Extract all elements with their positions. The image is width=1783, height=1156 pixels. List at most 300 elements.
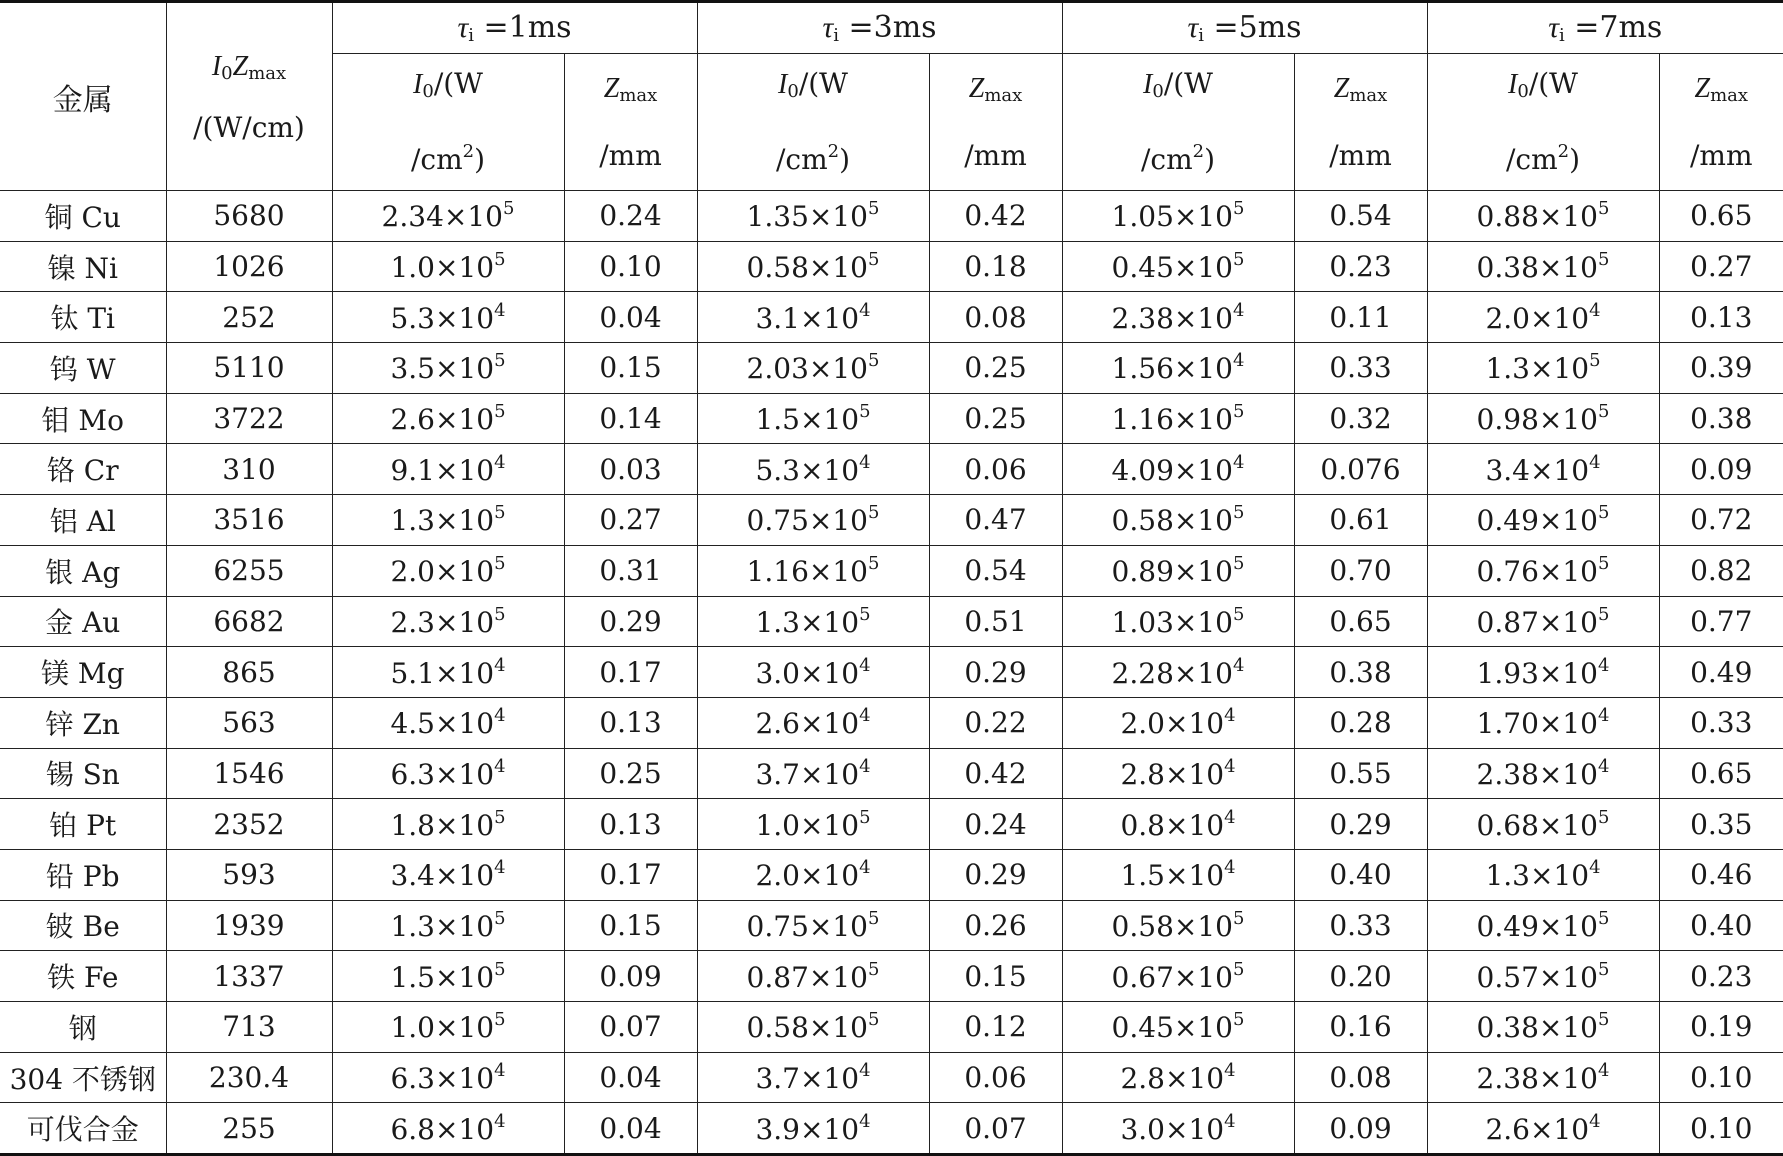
cell-i0 — [332, 1002, 564, 1053]
cell-zmax: 0.54 — [929, 545, 1062, 596]
cell-zmax: 0.51 — [929, 596, 1062, 647]
header-product-Z-sub: max — [248, 63, 286, 84]
cell-i0 — [1427, 393, 1659, 444]
cell-i0-mantissa: 2.8×10 — [1120, 1062, 1224, 1095]
cell-metal: 铬 Cr — [0, 444, 166, 495]
table-row — [0, 1002, 1783, 1053]
cell-i0-exponent: 5 — [868, 1009, 879, 1030]
header-i0-line1 — [1063, 54, 1294, 122]
cell-i0-exponent: 5 — [1233, 908, 1244, 929]
header-zmax-sub: max — [619, 85, 657, 106]
header-i0-line2 — [698, 122, 929, 190]
cell-zmax: 0.42 — [929, 191, 1062, 242]
cell-zmax: 0.12 — [929, 1002, 1062, 1053]
cell-i0-mantissa: 5.1×10 — [390, 657, 494, 690]
cell-product: 593 — [166, 849, 332, 900]
cell-product: 6682 — [166, 596, 332, 647]
cell-i0 — [1427, 292, 1659, 343]
header-zmax-sub: max — [1349, 85, 1387, 106]
cell-i0-mantissa: 1.3×10 — [1485, 352, 1589, 385]
cell-zmax: 0.82 — [1659, 545, 1783, 596]
cell-product: 3516 — [166, 495, 332, 546]
cell-i0-mantissa: 1.0×10 — [755, 809, 859, 842]
header-zmax-unit: /mm — [1660, 126, 1783, 186]
cell-i0-exponent: 5 — [1598, 249, 1609, 270]
cell-i0-mantissa: 1.3×10 — [1485, 859, 1589, 892]
cell-i0 — [332, 799, 564, 850]
cell-product: 1337 — [166, 951, 332, 1002]
header-i0-unit: /cm — [776, 143, 828, 176]
cell-i0 — [697, 191, 929, 242]
header-tau-value: =7ms — [1565, 10, 1663, 45]
cell-metal: 铍 Be — [0, 900, 166, 951]
cell-zmax: 0.70 — [1294, 545, 1427, 596]
cell-metal: 铝 Al — [0, 495, 166, 546]
cell-zmax: 0.65 — [1659, 191, 1783, 242]
cell-zmax: 0.38 — [1294, 647, 1427, 698]
cell-product: 6255 — [166, 545, 332, 596]
cell-i0 — [332, 545, 564, 596]
cell-i0-mantissa: 2.0×10 — [755, 859, 859, 892]
table-row — [0, 697, 1783, 748]
header-i0-sub: 0 — [422, 81, 433, 102]
header-i0-exp: 2 — [1193, 141, 1204, 162]
cell-i0-exponent: 4 — [494, 756, 505, 777]
cell-i0-exponent: 4 — [1589, 452, 1600, 473]
header-zmax-Z: Z — [1334, 73, 1350, 104]
cell-i0-mantissa: 1.16×10 — [1112, 403, 1233, 436]
cell-metal: 可伐合金 — [0, 1103, 166, 1155]
cell-i0 — [332, 1052, 564, 1103]
cell-i0-mantissa: 0.87×10 — [747, 961, 868, 994]
cell-i0 — [332, 900, 564, 951]
cell-i0-exponent: 5 — [868, 198, 879, 219]
cell-zmax: 0.29 — [564, 596, 697, 647]
cell-i0-mantissa: 0.75×10 — [747, 910, 868, 943]
cell-i0 — [1427, 799, 1659, 850]
cell-i0 — [332, 647, 564, 698]
cell-metal: 银 Ag — [0, 545, 166, 596]
cell-i0 — [697, 393, 929, 444]
cell-zmax: 0.25 — [929, 393, 1062, 444]
cell-metal: 镁 Mg — [0, 647, 166, 698]
cell-product: 5110 — [166, 343, 332, 394]
table-row — [0, 799, 1783, 850]
cell-i0 — [1427, 444, 1659, 495]
cell-i0-exponent: 5 — [1598, 959, 1609, 980]
header-product-I: I — [212, 51, 221, 82]
cell-i0-mantissa: 3.5×10 — [390, 352, 494, 385]
cell-i0-mantissa: 1.3×10 — [390, 504, 494, 537]
cell-zmax: 0.10 — [1659, 1103, 1783, 1155]
header-i0-label — [1427, 54, 1659, 191]
cell-i0-exponent: 4 — [1224, 807, 1235, 828]
cell-zmax: 0.04 — [564, 1052, 697, 1103]
cell-i0-exponent: 4 — [1224, 705, 1235, 726]
cell-i0 — [1427, 545, 1659, 596]
cell-i0-mantissa: 3.7×10 — [755, 1062, 859, 1095]
cell-i0-mantissa: 0.38×10 — [1477, 1011, 1598, 1044]
header-product-line1 — [167, 39, 332, 101]
cell-metal: 锌 Zn — [0, 697, 166, 748]
header-zmax-line1 — [1660, 58, 1783, 126]
cell-zmax: 0.65 — [1659, 748, 1783, 799]
cell-i0-exponent: 4 — [1233, 350, 1244, 371]
header-row-tau — [0, 2, 1783, 54]
cell-i0-exponent: 5 — [1598, 807, 1609, 828]
header-tau-value: =1ms — [474, 10, 572, 45]
cell-i0 — [697, 697, 929, 748]
header-zmax-label — [564, 54, 697, 191]
header-zmax-Z: Z — [1694, 73, 1710, 104]
cell-i0-mantissa: 2.6×10 — [1485, 1113, 1589, 1146]
cell-i0-exponent: 5 — [1598, 502, 1609, 523]
cell-zmax: 0.10 — [1659, 1052, 1783, 1103]
header-zmax-unit: /mm — [930, 126, 1062, 186]
cell-zmax: 0.14 — [564, 393, 697, 444]
cell-i0 — [1062, 1052, 1294, 1103]
cell-i0-exponent: 4 — [859, 857, 870, 878]
cell-i0-mantissa: 0.68×10 — [1477, 809, 1598, 842]
header-zmax-Z: Z — [604, 73, 620, 104]
header-tau-symbol: τ — [1548, 11, 1559, 44]
cell-i0-exponent: 5 — [494, 1009, 505, 1030]
cell-i0-exponent: 5 — [494, 401, 505, 422]
header-i0-exp: 2 — [463, 141, 474, 162]
header-i0-line2 — [333, 122, 564, 190]
header-i0-I: I — [1508, 69, 1517, 100]
cell-zmax: 0.55 — [1294, 748, 1427, 799]
header-zmax-sub: max — [1710, 85, 1748, 106]
cell-i0-mantissa: 0.49×10 — [1477, 504, 1598, 537]
cell-i0-mantissa: 3.0×10 — [1120, 1113, 1224, 1146]
cell-zmax: 0.61 — [1294, 495, 1427, 546]
header-i0-I: I — [1143, 69, 1152, 100]
cell-i0-mantissa: 0.87×10 — [1477, 606, 1598, 639]
cell-zmax: 0.16 — [1294, 1002, 1427, 1053]
cell-i0 — [1427, 596, 1659, 647]
header-i0-close: ) — [839, 143, 850, 176]
cell-i0 — [1062, 191, 1294, 242]
cell-zmax: 0.26 — [929, 900, 1062, 951]
cell-i0-mantissa: 2.6×10 — [755, 707, 859, 740]
header-tau-sub: i — [468, 25, 474, 46]
cell-zmax: 0.04 — [564, 292, 697, 343]
cell-i0-exponent: 4 — [1589, 857, 1600, 878]
cell-metal: 304 不锈钢 — [0, 1052, 166, 1103]
cell-zmax: 0.31 — [564, 545, 697, 596]
cell-i0-exponent: 5 — [494, 604, 505, 625]
table-row — [0, 191, 1783, 242]
cell-i0-exponent: 4 — [1224, 857, 1235, 878]
cell-i0 — [332, 697, 564, 748]
cell-i0-mantissa: 1.93×10 — [1477, 657, 1598, 690]
cell-zmax: 0.39 — [1659, 343, 1783, 394]
cell-i0-exponent: 4 — [1598, 756, 1609, 777]
cell-i0-mantissa: 1.5×10 — [390, 961, 494, 994]
table-row — [0, 647, 1783, 698]
cell-i0-mantissa: 1.35×10 — [747, 200, 868, 233]
cell-i0-exponent: 4 — [859, 452, 870, 473]
cell-i0 — [697, 343, 929, 394]
header-zmax-Z: Z — [969, 73, 985, 104]
cell-i0-mantissa: 5.3×10 — [755, 454, 859, 487]
cell-i0 — [697, 951, 929, 1002]
cell-i0-mantissa: 0.58×10 — [1112, 910, 1233, 943]
header-tau-value: =5ms — [1204, 10, 1302, 45]
cell-zmax: 0.10 — [564, 241, 697, 292]
cell-product: 865 — [166, 647, 332, 698]
header-i0-close: ) — [1204, 143, 1215, 176]
cell-i0-mantissa: 2.38×10 — [1477, 758, 1598, 791]
cell-i0 — [332, 343, 564, 394]
cell-i0-exponent: 5 — [1233, 249, 1244, 270]
cell-product: 3722 — [166, 393, 332, 444]
table-row — [0, 596, 1783, 647]
cell-i0 — [1062, 799, 1294, 850]
cell-i0-exponent: 5 — [868, 553, 879, 574]
cell-zmax: 0.07 — [564, 1002, 697, 1053]
cell-zmax: 0.29 — [929, 849, 1062, 900]
cell-i0 — [332, 292, 564, 343]
cell-i0 — [1062, 596, 1294, 647]
cell-i0 — [1062, 241, 1294, 292]
cell-i0 — [1062, 292, 1294, 343]
cell-zmax: 0.49 — [1659, 647, 1783, 698]
cell-i0-exponent: 5 — [494, 959, 505, 980]
cell-i0 — [1062, 545, 1294, 596]
cell-i0-mantissa: 4.09×10 — [1112, 454, 1233, 487]
header-i0-I: I — [413, 69, 422, 100]
header-metal — [0, 2, 166, 191]
cell-i0 — [1427, 1103, 1659, 1155]
cell-i0 — [697, 596, 929, 647]
cell-i0-exponent: 5 — [859, 604, 870, 625]
cell-zmax: 0.77 — [1659, 596, 1783, 647]
cell-i0-mantissa: 0.67×10 — [1112, 961, 1233, 994]
cell-i0-mantissa: 0.76×10 — [1477, 555, 1598, 588]
cell-zmax: 0.09 — [1659, 444, 1783, 495]
cell-zmax: 0.38 — [1659, 393, 1783, 444]
cell-zmax: 0.08 — [929, 292, 1062, 343]
header-tau-symbol: τ — [457, 11, 468, 44]
cell-i0-exponent: 4 — [1224, 1111, 1235, 1132]
table-row — [0, 900, 1783, 951]
cell-i0-exponent: 5 — [1598, 604, 1609, 625]
cell-i0-mantissa: 1.8×10 — [390, 809, 494, 842]
header-i0-rest: /(W — [799, 67, 848, 100]
cell-i0-exponent: 5 — [868, 959, 879, 980]
cell-i0-mantissa: 0.45×10 — [1112, 1011, 1233, 1044]
cell-zmax: 0.09 — [1294, 1103, 1427, 1155]
header-product-I-sub: 0 — [221, 63, 232, 84]
cell-zmax: 0.09 — [564, 951, 697, 1002]
cell-i0 — [332, 849, 564, 900]
cell-i0-exponent: 5 — [494, 908, 505, 929]
cell-i0 — [332, 495, 564, 546]
cell-i0-mantissa: 3.0×10 — [755, 657, 859, 690]
cell-i0 — [332, 748, 564, 799]
cell-i0 — [1062, 748, 1294, 799]
cell-i0-exponent: 5 — [1233, 198, 1244, 219]
header-product-line2: /(W/cm) — [167, 101, 332, 155]
cell-zmax: 0.08 — [1294, 1052, 1427, 1103]
cell-i0-mantissa: 0.58×10 — [747, 1011, 868, 1044]
cell-i0 — [1427, 748, 1659, 799]
cell-zmax: 0.13 — [564, 799, 697, 850]
cell-product: 563 — [166, 697, 332, 748]
header-i0-rest: /(W — [1164, 67, 1213, 100]
cell-i0 — [1062, 343, 1294, 394]
cell-i0-exponent: 4 — [1598, 705, 1609, 726]
cell-i0 — [1062, 647, 1294, 698]
cell-i0-mantissa: 6.3×10 — [390, 1062, 494, 1095]
cell-zmax: 0.40 — [1294, 849, 1427, 900]
cell-i0-mantissa: 2.0×10 — [1120, 707, 1224, 740]
header-i0-unit: /cm — [1141, 143, 1193, 176]
cell-zmax: 0.33 — [1294, 900, 1427, 951]
header-zmax-unit: /mm — [565, 126, 697, 186]
header-tau-sub: i — [1559, 25, 1565, 46]
header-i0-close: ) — [1569, 143, 1580, 176]
cell-product: 1546 — [166, 748, 332, 799]
cell-i0 — [697, 545, 929, 596]
cell-i0-exponent: 5 — [859, 807, 870, 828]
cell-i0 — [1427, 849, 1659, 900]
cell-product: 255 — [166, 1103, 332, 1155]
cell-i0 — [332, 951, 564, 1002]
cell-i0-mantissa: 3.1×10 — [755, 302, 859, 335]
header-i0-exp: 2 — [1558, 141, 1569, 162]
cell-i0-mantissa: 3.4×10 — [390, 859, 494, 892]
cell-i0-mantissa: 6.3×10 — [390, 758, 494, 791]
cell-i0 — [1427, 1052, 1659, 1103]
cell-i0-mantissa: 1.5×10 — [755, 403, 859, 436]
cell-i0-exponent: 4 — [1589, 1111, 1600, 1132]
cell-zmax: 0.23 — [1659, 951, 1783, 1002]
cell-i0-exponent: 5 — [1598, 1009, 1609, 1030]
header-zmax-line1 — [1295, 58, 1427, 126]
cell-i0-exponent: 5 — [494, 249, 505, 270]
cell-metal: 镍 Ni — [0, 241, 166, 292]
cell-i0-mantissa: 0.58×10 — [1112, 504, 1233, 537]
table-row — [0, 393, 1783, 444]
cell-i0 — [1062, 697, 1294, 748]
cell-product: 230.4 — [166, 1052, 332, 1103]
cell-product: 2352 — [166, 799, 332, 850]
cell-zmax: 0.15 — [564, 343, 697, 394]
cell-i0 — [1427, 241, 1659, 292]
cell-zmax: 0.72 — [1659, 495, 1783, 546]
cell-i0-exponent: 5 — [494, 502, 505, 523]
header-i0-sub: 0 — [1517, 81, 1528, 102]
cell-zmax: 0.13 — [564, 697, 697, 748]
cell-i0-exponent: 4 — [494, 655, 505, 676]
cell-i0 — [1062, 849, 1294, 900]
cell-zmax: 0.25 — [929, 343, 1062, 394]
header-i0-line1 — [698, 54, 929, 122]
cell-i0-exponent: 4 — [494, 857, 505, 878]
header-i0-sub: 0 — [1152, 81, 1163, 102]
cell-metal: 铜 Cu — [0, 191, 166, 242]
cell-zmax: 0.20 — [1294, 951, 1427, 1002]
cell-zmax: 0.47 — [929, 495, 1062, 546]
cell-metal: 铅 Pb — [0, 849, 166, 900]
cell-i0-exponent: 5 — [494, 553, 505, 574]
cell-i0 — [697, 1002, 929, 1053]
header-tau-symbol: τ — [822, 11, 833, 44]
cell-i0-mantissa: 2.34×10 — [382, 200, 503, 233]
cell-i0-exponent: 4 — [1224, 1060, 1235, 1081]
cell-zmax: 0.19 — [1659, 1002, 1783, 1053]
cell-zmax: 0.40 — [1659, 900, 1783, 951]
cell-i0-exponent: 4 — [1233, 452, 1244, 473]
header-i0-line2 — [1063, 122, 1294, 190]
cell-zmax: 0.27 — [1659, 241, 1783, 292]
cell-i0-mantissa: 2.38×10 — [1477, 1062, 1598, 1095]
cell-metal: 钛 Ti — [0, 292, 166, 343]
cell-i0-exponent: 4 — [494, 705, 505, 726]
table-row — [0, 748, 1783, 799]
cell-zmax: 0.54 — [1294, 191, 1427, 242]
cell-i0-exponent: 4 — [1598, 655, 1609, 676]
cell-i0-exponent: 4 — [859, 1060, 870, 1081]
header-zmax-label — [929, 54, 1062, 191]
cell-i0-mantissa: 6.8×10 — [390, 1113, 494, 1146]
cell-i0 — [697, 748, 929, 799]
cell-zmax: 0.11 — [1294, 292, 1427, 343]
table-row — [0, 1103, 1783, 1155]
header-product-Z: Z — [233, 51, 249, 82]
cell-i0 — [332, 393, 564, 444]
cell-i0 — [1062, 900, 1294, 951]
cell-i0 — [697, 799, 929, 850]
cell-zmax: 0.25 — [564, 748, 697, 799]
cell-i0-mantissa: 0.88×10 — [1477, 200, 1598, 233]
cell-i0-mantissa: 9.1×10 — [390, 454, 494, 487]
cell-i0-exponent: 5 — [1598, 401, 1609, 422]
header-i0-line2 — [1428, 122, 1659, 190]
cell-i0-mantissa: 0.89×10 — [1112, 555, 1233, 588]
cell-i0-mantissa: 5.3×10 — [390, 302, 494, 335]
cell-i0-mantissa: 0.49×10 — [1477, 910, 1598, 943]
header-tau-5ms — [1062, 2, 1427, 54]
cell-metal: 锡 Sn — [0, 748, 166, 799]
header-i0-label — [332, 54, 564, 191]
cell-i0 — [697, 292, 929, 343]
cell-i0-mantissa: 2.8×10 — [1120, 758, 1224, 791]
cell-i0-exponent: 5 — [868, 350, 879, 371]
cell-i0-mantissa: 2.28×10 — [1112, 657, 1233, 690]
header-zmax-sub: max — [984, 85, 1022, 106]
cell-zmax: 0.18 — [929, 241, 1062, 292]
cell-metal: 钢 — [0, 1002, 166, 1053]
cell-zmax: 0.24 — [929, 799, 1062, 850]
cell-zmax: 0.24 — [564, 191, 697, 242]
header-tau-1ms — [332, 2, 697, 54]
cell-metal: 钼 Mo — [0, 393, 166, 444]
cell-i0-exponent: 4 — [859, 1111, 870, 1132]
cell-zmax: 0.13 — [1659, 292, 1783, 343]
cell-i0-exponent: 4 — [859, 756, 870, 777]
cell-i0-exponent: 4 — [494, 300, 505, 321]
cell-i0 — [1427, 951, 1659, 1002]
cell-i0-mantissa: 4.5×10 — [390, 707, 494, 740]
cell-i0-exponent: 5 — [494, 807, 505, 828]
cell-zmax: 0.46 — [1659, 849, 1783, 900]
header-i0-rest: /(W — [1529, 67, 1578, 100]
cell-zmax: 0.06 — [929, 444, 1062, 495]
